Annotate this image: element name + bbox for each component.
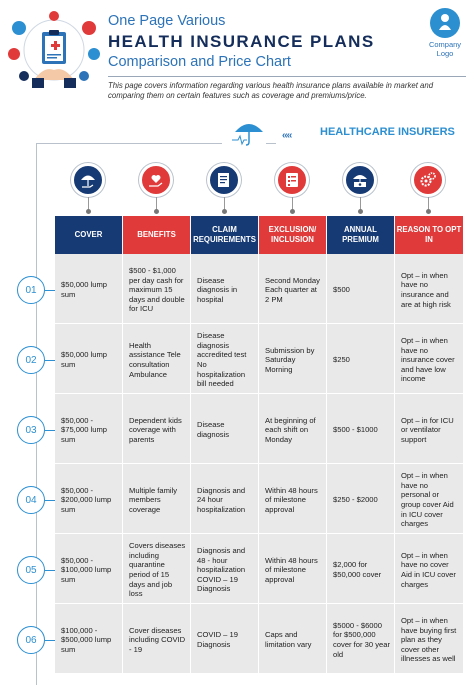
row-connector: [45, 360, 55, 361]
logo-person-icon: [430, 8, 460, 38]
connector-dot: [154, 209, 159, 214]
comparison-table: [55, 216, 464, 674]
table-cell: Within 48 hours of milestone approval: [259, 464, 327, 533]
table-cell: $250 - $2000: [327, 464, 395, 533]
row-number: 04: [17, 486, 45, 514]
table-cell: $50,000 lump sum: [55, 324, 123, 393]
table-cell: Health assistance Tele consultation Ambulance: [123, 324, 191, 393]
table-cell: $500 - $1,000 per day cash for maximum 15 days and double for ICU: [123, 254, 191, 323]
company-logo: [425, 8, 465, 58]
column-header: EXCLUSION/ INCLUSION: [259, 216, 327, 254]
claim-form-icon: [207, 163, 241, 197]
column-header: BENEFITS: [123, 216, 191, 254]
row-connector: [45, 430, 55, 431]
logo-text: Company Logo: [428, 40, 462, 58]
umbrella-hand-icon: [71, 163, 105, 197]
connector-dot: [222, 209, 227, 214]
table-row: [55, 534, 464, 604]
table-cell: Multiple family members coverage: [123, 464, 191, 533]
table-cell: $50,000 - $75,000 lump sum: [55, 394, 123, 463]
row-connector: [45, 500, 55, 501]
table-cell: Covers diseases including quarantine period of 15 days and job loss: [123, 534, 191, 603]
table-cell: Opt – in when have no personal or group cover Aid in ICU cover charges: [395, 464, 464, 533]
money-umbrella-icon: [343, 163, 377, 197]
table-cell: Dependent kids coverage with parents: [123, 394, 191, 463]
table-cell: Opt – in when have no insurance and are at high risk: [395, 254, 464, 323]
table-cell: $5000 - $6000 for $500,000 cover for 30 year old: [327, 604, 395, 673]
table-cell: Disease diagnosis in hospital: [191, 254, 259, 323]
table-row: [55, 254, 464, 324]
connector-dot: [290, 209, 295, 214]
table-body: [55, 254, 464, 674]
table-cell: Opt – in when have no insurance cover and have low income: [395, 324, 464, 393]
title-divider: [108, 76, 466, 77]
column-header: CLAIM REQUIREMENTS: [191, 216, 259, 254]
table-cell: Opt – in when have buying first plan as they cover other illnesses as well: [395, 604, 464, 673]
table-row: [55, 604, 464, 674]
page-description: This page covers information regarding various health insurance plans available in market and comparing them on certain features such as coverage and premiums/price.: [108, 81, 434, 100]
row-connector: [45, 290, 55, 291]
table-cell: Second Monday Each quarter at 2 PM: [259, 254, 327, 323]
column-header: REASON TO OPT IN: [395, 216, 464, 254]
table-cell: $50,000 - $200,000 lump sum: [55, 464, 123, 533]
table-cell: Opt – in for ICU or ventilator support: [395, 394, 464, 463]
row-number: 01: [17, 276, 45, 304]
umbrella-heartbeat-icon: [232, 116, 266, 146]
timeline-line: [36, 143, 37, 685]
table-cell: $250: [327, 324, 395, 393]
table-cell: $2,000 for $50,000 cover: [327, 534, 395, 603]
table-cell: Diagnosis and 48 - hour hospitalization COVID – 19 Diagnosis: [191, 534, 259, 603]
table-cell: Disease diagnosis accredited test No hospitalization bill needed: [191, 324, 259, 393]
table-row: [55, 394, 464, 464]
connector-dot: [358, 209, 363, 214]
table-cell: $500 - $1000: [327, 394, 395, 463]
table-cell: $100,000 - $500,000 lump sum: [55, 604, 123, 673]
table-cell: Opt – in when have no cover Aid in ICU cover charges: [395, 534, 464, 603]
row-number: 06: [17, 626, 45, 654]
chevrons-icon: ‹‹‹‹: [282, 130, 292, 141]
band-line-right: [266, 143, 276, 144]
row-connector: [45, 570, 55, 571]
table-cell: $500: [327, 254, 395, 323]
connector-dot: [426, 209, 431, 214]
row-number: 03: [17, 416, 45, 444]
band-line-left: [36, 143, 222, 144]
table-cell: Diagnosis and 24 hour hospitalization: [191, 464, 259, 533]
table-cell: $50,000 lump sum: [55, 254, 123, 323]
gears-icon: [411, 163, 445, 197]
table-cell: Within 48 hours of milestone approval: [259, 534, 327, 603]
column-header: COVER: [55, 216, 123, 254]
connector-dot: [86, 209, 91, 214]
title-line-3: Comparison and Price Chart: [108, 54, 291, 70]
page-title: HEALTH INSURANCE PLANS: [108, 32, 375, 51]
column-header: ANNUAL PREMIUM: [327, 216, 395, 254]
table-cell: COVID – 19 Diagnosis: [191, 604, 259, 673]
checklist-icon: [275, 163, 309, 197]
doctor-clipboard-illustration: [4, 10, 104, 92]
table-cell: Submission by Saturday Morning: [259, 324, 327, 393]
table-cell: Caps and limitation vary: [259, 604, 327, 673]
healthcare-insurers-title: HEALTHCARE INSURERS: [320, 126, 455, 138]
row-number: 02: [17, 346, 45, 374]
table-header-row: [55, 216, 464, 254]
table-row: [55, 464, 464, 534]
row-connector: [45, 640, 55, 641]
heart-hand-icon: [139, 163, 173, 197]
table-cell: $50,000 - $100,000 lump sum: [55, 534, 123, 603]
table-row: [55, 324, 464, 394]
row-number: 05: [17, 556, 45, 584]
table-cell: Cover diseases including COVID - 19: [123, 604, 191, 673]
title-line-1: One Page Various: [108, 13, 226, 29]
table-cell: At beginning of each shift on Monday: [259, 394, 327, 463]
table-cell: Disease diagnosis: [191, 394, 259, 463]
